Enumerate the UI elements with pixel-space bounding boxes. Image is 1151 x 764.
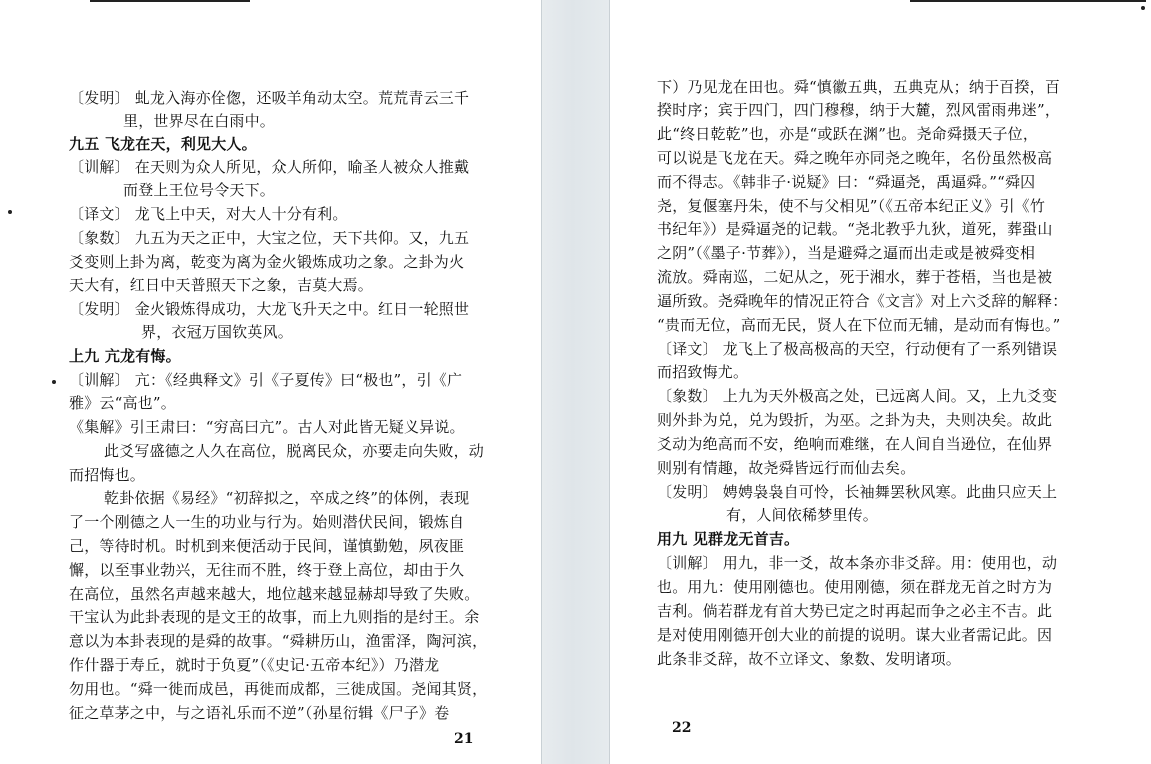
text-line: 〔发明〕 娉娉袅袅自可怜，长袖舞罢秋风寒。此曲只应天上 [657, 483, 1058, 501]
text-line: “贵而无位，高而无民，贤人在下位而无辅，是动而有悔也。” [657, 316, 1061, 334]
gutter-edge [541, 0, 542, 764]
text-line: 书纪年》）是舜逼尧的记载。“尧北教乎九狄，道死，葬蛩山 [657, 220, 1053, 238]
scan-speck [8, 210, 12, 214]
text-line: 此“终日乾乾”也，亦是“或跃在渊”也。尧命舜摄天子位， [657, 125, 1039, 143]
text-line: 征之草茅之中，与之语礼乐而不逆”（孙星衍辑《尸子》卷 [69, 704, 450, 722]
text-line: 此爻写盛德之人久在高位，脱离民众，亦要走向失败，动 [104, 442, 485, 460]
text-line: 〔训解〕 用九，非一爻，故本条亦非爻辞。用：使用也，动 [657, 554, 1058, 572]
text-line: 尧，复偃塞丹朱，使不与父相见”（《五帝本纪正义》引《竹 [657, 197, 1046, 215]
right-page [610, 0, 1151, 764]
text-line: 则外卦为兑，兑为毁折，为巫。之卦为夬，夬则决矣。故此 [657, 411, 1053, 429]
section-heading: 上九 亢龙有悔。 [69, 347, 181, 365]
text-line: 而不得志。《韩非子·说疑》曰：“舜逼尧，禹逼舜。”“舜囚 [657, 173, 1036, 191]
text-line: 流放。舜南巡，二妃从之，死于湘水，葬于苍梧，当也是被 [657, 268, 1053, 286]
text-line: 意以为本卦表现的是舜的故事。“舜耕历山，渔雷泽，陶河滨， [69, 632, 488, 650]
text-line: 可以说是飞龙在天。舜之晚年亦同尧之晚年，名份虽然极高 [657, 149, 1053, 167]
text-line: 天大有，红日中天普照天下之象，吉莫大焉。 [69, 276, 374, 294]
text-line: 爻变则上卦为离，乾变为离为金火锻炼成功之象。之卦为火 [69, 253, 465, 271]
text-line: 雅》云“高也”。 [69, 394, 176, 412]
text-line: 〔发明〕 虬龙入海亦佺偬，还吸羊角动太空。荒荒青云三千 [69, 89, 470, 107]
text-line: 〔象数〕 上九为天外极高之处，已远离人间。又，上九爻变 [657, 387, 1058, 405]
text-line: 己，等待时机。时机到来便活动于民间，谨慎勤勉，夙夜匪 [69, 537, 465, 555]
text-line: 逼所致。尧舜晚年的情况正符合《文言》对上六爻辞的解释： [657, 292, 1068, 310]
text-line: 〔训解〕 在天则为众人所见，众人所仰，喻圣人被众人推戴 [69, 158, 470, 176]
section-heading: 用九 见群龙无首吉。 [657, 530, 800, 548]
text-line: 〔训解〕 亢：《经典释文》引《子夏传》曰“极也”，引《广 [69, 371, 463, 389]
text-line: 〔译文〕 龙飞上了极高极高的天空，行动便有了一系列错误 [657, 340, 1058, 358]
page-number: 21 [454, 731, 474, 747]
text-line: 在高位，虽然名声越来越大，地位越来越显赫却导致了失败。 [69, 585, 480, 603]
text-line: 也。用九：使用刚德也。使用刚德，须在群龙无首之时方为 [657, 578, 1053, 596]
text-line: 而招悔也。 [69, 466, 146, 484]
text-line: 吉利。倘若群龙有首大势已定之时再起而争之必主不吉。此 [657, 602, 1053, 620]
text-line: 下）乃见龙在田也。舜“慎徽五典，五典克从；纳于百揆，百 [657, 78, 1061, 96]
text-line: 之阴”（《墨子·节葬》），当是避舜之逼而出走或是被舜变相 [657, 244, 1036, 262]
text-line: 勿用也。“舜一徙而成邑，再徙而成都，三徙成国。尧闻其贤， [69, 680, 488, 698]
left-page [0, 0, 541, 764]
top-rule [90, 0, 250, 2]
text-line: 有，人间依稀梦里传。 [726, 506, 879, 524]
text-line: 〔译文〕 龙飞上中天，对大人十分有利。 [69, 205, 348, 223]
page-number: 22 [672, 720, 692, 736]
text-line: 〔发明〕 金火锻炼得成功，大龙飞升天之中。红日一轮照世 [69, 300, 470, 318]
text-line: 作什器于寿丘，就时于负夏”（《史记·五帝本纪》）乃潜龙 [69, 656, 440, 674]
top-rule [910, 0, 1146, 2]
text-line: 〔象数〕 九五为天之正中，大宝之位，天下共仰。又，九五 [69, 229, 470, 247]
text-line: 《集解》引王肃曰：“穷高曰亢”。古人对此皆无疑义异说。 [69, 418, 465, 436]
scan-speck [1141, 6, 1145, 10]
text-line: 则别有情趣，故尧舜皆远行而仙去矣。 [657, 459, 916, 477]
text-line: 乾卦依据《易经》“初辞拟之，卒成之终”的体例，表现 [104, 489, 470, 507]
text-line: 懈，以至事业勃兴，无往而不胜，终于登上高位，却由于久 [69, 561, 465, 579]
text-line: 是对使用刚德开创大业的前提的说明。谋大业者需记此。因 [657, 626, 1053, 644]
text-line: 里，世界尽在白雨中。 [123, 112, 276, 130]
text-line: 而招致悔尤。 [657, 363, 749, 381]
scan-speck [52, 380, 56, 384]
text-line: 界，衣冠万国钦英风。 [141, 323, 294, 341]
text-line: 干宝认为此卦表现的是文王的故事，而上九则指的是纣王。余 [69, 608, 480, 626]
section-heading: 九五 飞龙在天，利见大人。 [69, 135, 257, 153]
text-line: 了一个刚德之人一生的功业与行为。始则潜伏民间，锻炼自 [69, 513, 465, 531]
page-gutter [541, 0, 610, 764]
text-line: 而登上王位号令天下。 [123, 181, 276, 199]
text-line: 爻动为绝高而不安，绝响而难继，在人间自当逊位，在仙界 [657, 435, 1053, 453]
text-line: 此条非爻辞，故不立译文、象数、发明诸项。 [657, 650, 962, 668]
text-line: 揆时序；宾于四门，四门穆穆，纳于大麓，烈风雷雨弗迷”， [657, 101, 1061, 119]
